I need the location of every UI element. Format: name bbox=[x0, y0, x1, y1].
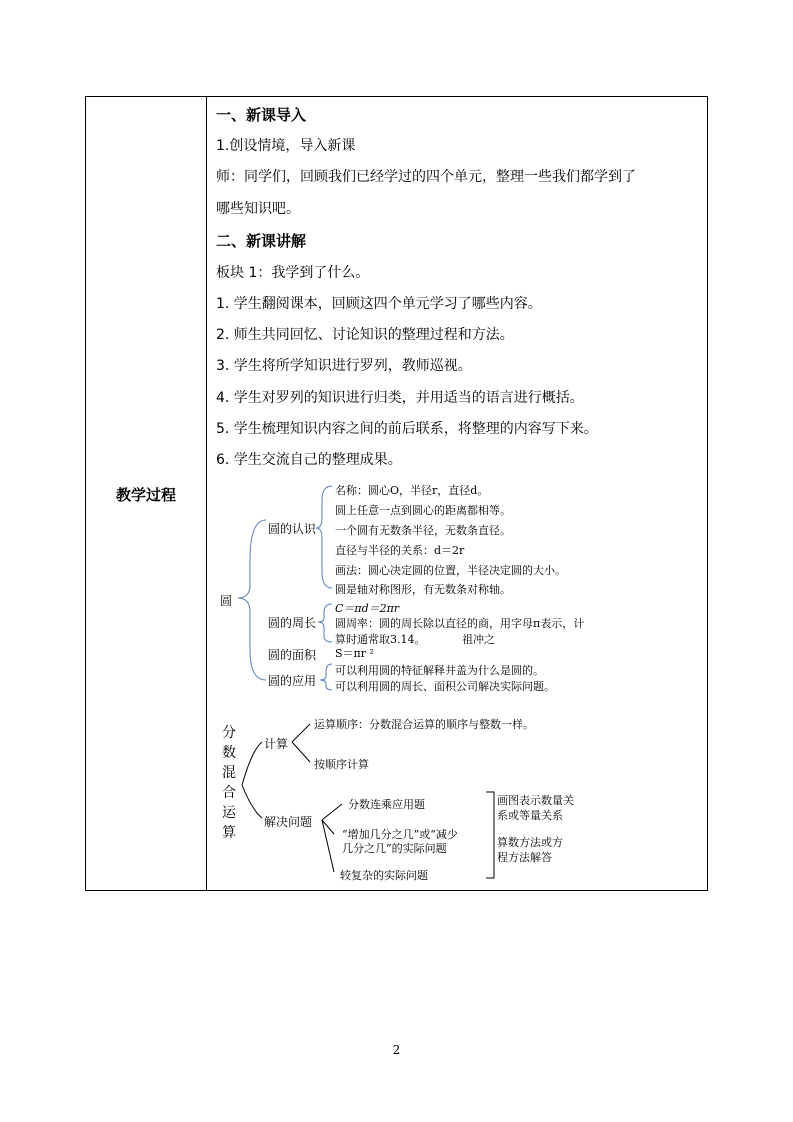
circle-fact: 算时通常取3.14。 bbox=[335, 633, 426, 646]
teaching-process-label: 教学过程 bbox=[115, 486, 176, 504]
method-item: 程方法解答 bbox=[497, 851, 552, 864]
fraction-root-char: 混 bbox=[222, 765, 236, 781]
text-line: 师：同学们，回顾我们已经学过的四个单元，整理一些我们都学到了 bbox=[216, 169, 636, 185]
text-line: 1.创设情境，导入新课 bbox=[216, 138, 356, 154]
circle-fact: 圆上任意一点到圆心的距离都相等。 bbox=[335, 504, 511, 517]
calc-item: 运算顺序：分数混合运算的顺序与整数一样。 bbox=[314, 718, 534, 731]
circle-branch-area: 圆的面积 bbox=[268, 648, 317, 662]
problem-item: “增加几分之几”或“减少 bbox=[342, 828, 458, 841]
circle-fact: 可以利用圆的周长、面积公司解决实际问题。 bbox=[335, 680, 555, 693]
circle-branch-application: 圆的应用 bbox=[268, 674, 317, 688]
method-item: 系或等量关系 bbox=[497, 809, 563, 822]
circle-fact: 可以利用圆的特征解释井盖为什么是圆的。 bbox=[335, 664, 544, 677]
circle-fact: 画法：圆心决定圆的位置，半径决定圆的大小。 bbox=[335, 564, 566, 577]
text-line: 2. 师生共同回忆、讨论知识的整理过程和方法。 bbox=[216, 327, 514, 343]
fraction-root-char: 合 bbox=[222, 785, 236, 801]
area-formula: S＝πr ² bbox=[335, 647, 374, 660]
circumference-formula: C＝πd＝2πr bbox=[335, 602, 400, 615]
circle-fact: 圆是轴对称图形，有无数条对称轴。 bbox=[335, 583, 511, 596]
text-line: 1. 学生翻阅课本，回顾这四个单元学习了哪些内容。 bbox=[216, 296, 542, 312]
fraction-branch-problems: 解决问题 bbox=[264, 815, 313, 829]
method-item: 画图表示数量关 bbox=[497, 794, 574, 807]
problem-item: 较复杂的实际问题 bbox=[340, 869, 428, 882]
fraction-branch-calc: 计算 bbox=[264, 737, 289, 751]
text-line: 6. 学生交流自己的整理成果。 bbox=[216, 452, 402, 468]
section-heading-1: 一、新课导入 bbox=[216, 106, 307, 124]
method-item: 算数方法或方 bbox=[497, 836, 563, 849]
fraction-root-char: 算 bbox=[222, 825, 236, 841]
fraction-root-char: 运 bbox=[222, 805, 236, 821]
page-number: 2 bbox=[392, 1043, 401, 1057]
circle-root: 圆 bbox=[220, 594, 233, 608]
text-line: 板块 1：我学到了什么。 bbox=[216, 265, 370, 281]
text-line: 5. 学生梳理知识内容之间的前后联系，将整理的内容写下来。 bbox=[216, 421, 598, 437]
problem-item: 几分之几”的实际问题 bbox=[342, 842, 447, 855]
problem-item: 分数连乘应用题 bbox=[348, 798, 425, 811]
fraction-root-char: 数 bbox=[222, 745, 236, 761]
text-line: 3. 学生将所学知识进行罗列，教师巡视。 bbox=[216, 358, 472, 374]
circle-fact: 圆周率：圆的周长除以直径的商，用字母π表示，计 bbox=[335, 617, 585, 630]
fraction-root-char: 分 bbox=[222, 725, 236, 741]
circle-fact: 名称：圆心O，半径r，直径d。 bbox=[335, 484, 489, 497]
text-line: 哪些知识吧。 bbox=[216, 201, 300, 217]
calc-item: 按顺序计算 bbox=[314, 758, 369, 771]
circle-fact: 一个圆有无数条半径，无数条直径。 bbox=[335, 524, 511, 537]
circle-fact: 祖冲之 bbox=[462, 633, 495, 646]
section-heading-2: 二、新课讲解 bbox=[216, 232, 307, 250]
circle-branch-circumference: 圆的周长 bbox=[268, 616, 317, 630]
text-line: 4. 学生对罗列的知识进行归类，并用适当的语言进行概括。 bbox=[216, 390, 584, 406]
circle-branch-recognition: 圆的认识 bbox=[268, 522, 317, 536]
circle-fact: 直径与半径的关系：d＝2r bbox=[335, 544, 465, 557]
